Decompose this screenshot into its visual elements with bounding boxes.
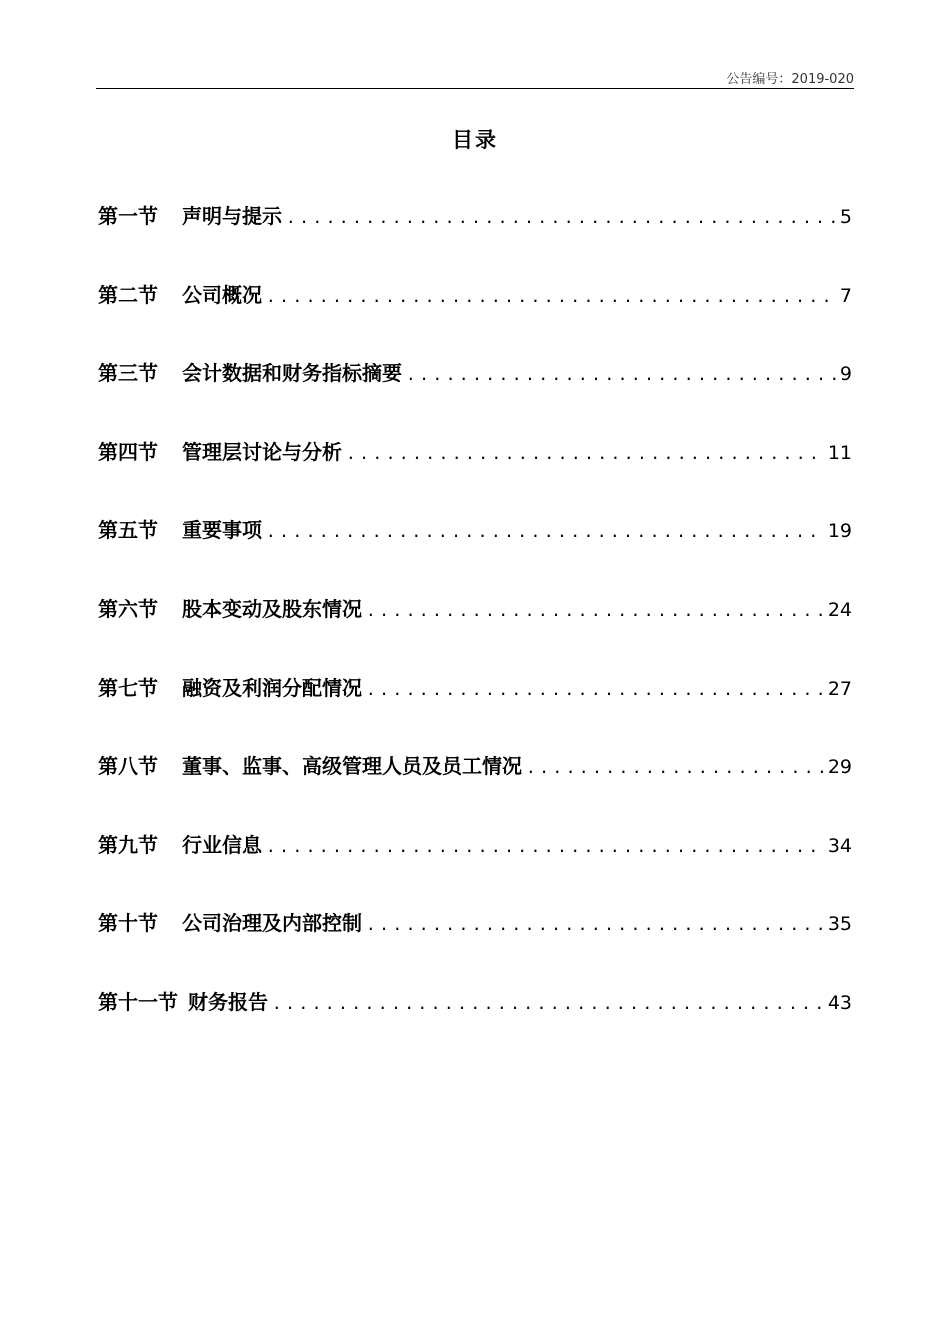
toc-heading: 声明与提示 — [182, 204, 282, 228]
toc-leader-dots — [272, 994, 824, 1013]
toc-entry-5[interactable] — [98, 514, 852, 593]
toc-heading: 管理层讨论与分析 — [182, 439, 342, 464]
table-of-contents — [98, 200, 852, 1065]
toc-leader-dots — [266, 837, 824, 856]
toc-page-number: 11 — [827, 441, 852, 464]
toc-leader-dots — [346, 444, 824, 463]
toc-page-number: 34 — [827, 834, 852, 857]
toc-leader-dots — [406, 365, 836, 384]
toc-leader-dots — [366, 601, 824, 620]
toc-entry-10[interactable] — [98, 907, 852, 986]
toc-page-number: 35 — [827, 913, 852, 936]
toc-entry-1[interactable] — [98, 200, 852, 279]
toc-entry-4[interactable] — [98, 436, 852, 515]
toc-section-label: 第二节 — [98, 282, 158, 307]
toc-leader-dots — [526, 758, 824, 777]
toc-section-label: 第七节 — [98, 675, 158, 700]
toc-heading: 融资及利润分配情况 — [182, 675, 362, 700]
announcement-number: 公告编号：2019-020 — [726, 72, 854, 87]
toc-section-label: 第九节 — [98, 832, 158, 857]
toc-entry-2[interactable] — [98, 279, 852, 358]
toc-page-number: 24 — [827, 598, 852, 621]
toc-heading: 会计数据和财务指标摘要 — [182, 361, 402, 386]
header-divider — [96, 88, 854, 89]
toc-leader-dots — [266, 287, 836, 306]
toc-section-label: 第六节 — [98, 596, 158, 621]
toc-heading: 公司治理及内部控制 — [182, 911, 362, 936]
toc-page-number: 29 — [827, 756, 852, 779]
toc-entry-8[interactable] — [98, 750, 852, 829]
toc-heading: 董事、监事、高级管理人员及员工情况 — [182, 754, 522, 779]
toc-heading: 公司概况 — [182, 282, 262, 307]
toc-entry-7[interactable] — [98, 672, 852, 751]
toc-leader-dots — [366, 680, 824, 699]
page-title: 目录 — [452, 127, 498, 152]
toc-page-number: 43 — [827, 991, 852, 1014]
toc-section-label: 第三节 — [98, 361, 158, 386]
toc-page-number: 5 — [839, 206, 852, 228]
toc-entry-3[interactable] — [98, 357, 852, 436]
toc-entry-11[interactable] — [98, 986, 852, 1065]
toc-page-number: 7 — [839, 284, 852, 307]
toc-entry-6[interactable] — [98, 593, 852, 672]
toc-section-label: 第五节 — [98, 518, 158, 543]
toc-section-label: 第十节 — [98, 911, 158, 936]
toc-heading: 重要事项 — [182, 518, 262, 543]
toc-section-label: 第十一节 — [98, 989, 178, 1014]
toc-heading: 财务报告 — [188, 989, 268, 1014]
toc-page-number: 19 — [827, 520, 852, 543]
toc-leader-dots — [366, 915, 824, 934]
toc-heading: 股本变动及股东情况 — [182, 596, 362, 621]
toc-page-number: 27 — [827, 677, 852, 700]
toc-page-number: 9 — [839, 363, 852, 386]
toc-section-label: 第四节 — [98, 439, 158, 464]
toc-leader-dots — [286, 208, 836, 227]
toc-section-label: 第一节 — [98, 204, 158, 228]
toc-heading: 行业信息 — [182, 832, 262, 857]
toc-entry-9[interactable] — [98, 829, 852, 908]
toc-leader-dots — [266, 522, 824, 541]
toc-section-label: 第八节 — [98, 754, 158, 779]
